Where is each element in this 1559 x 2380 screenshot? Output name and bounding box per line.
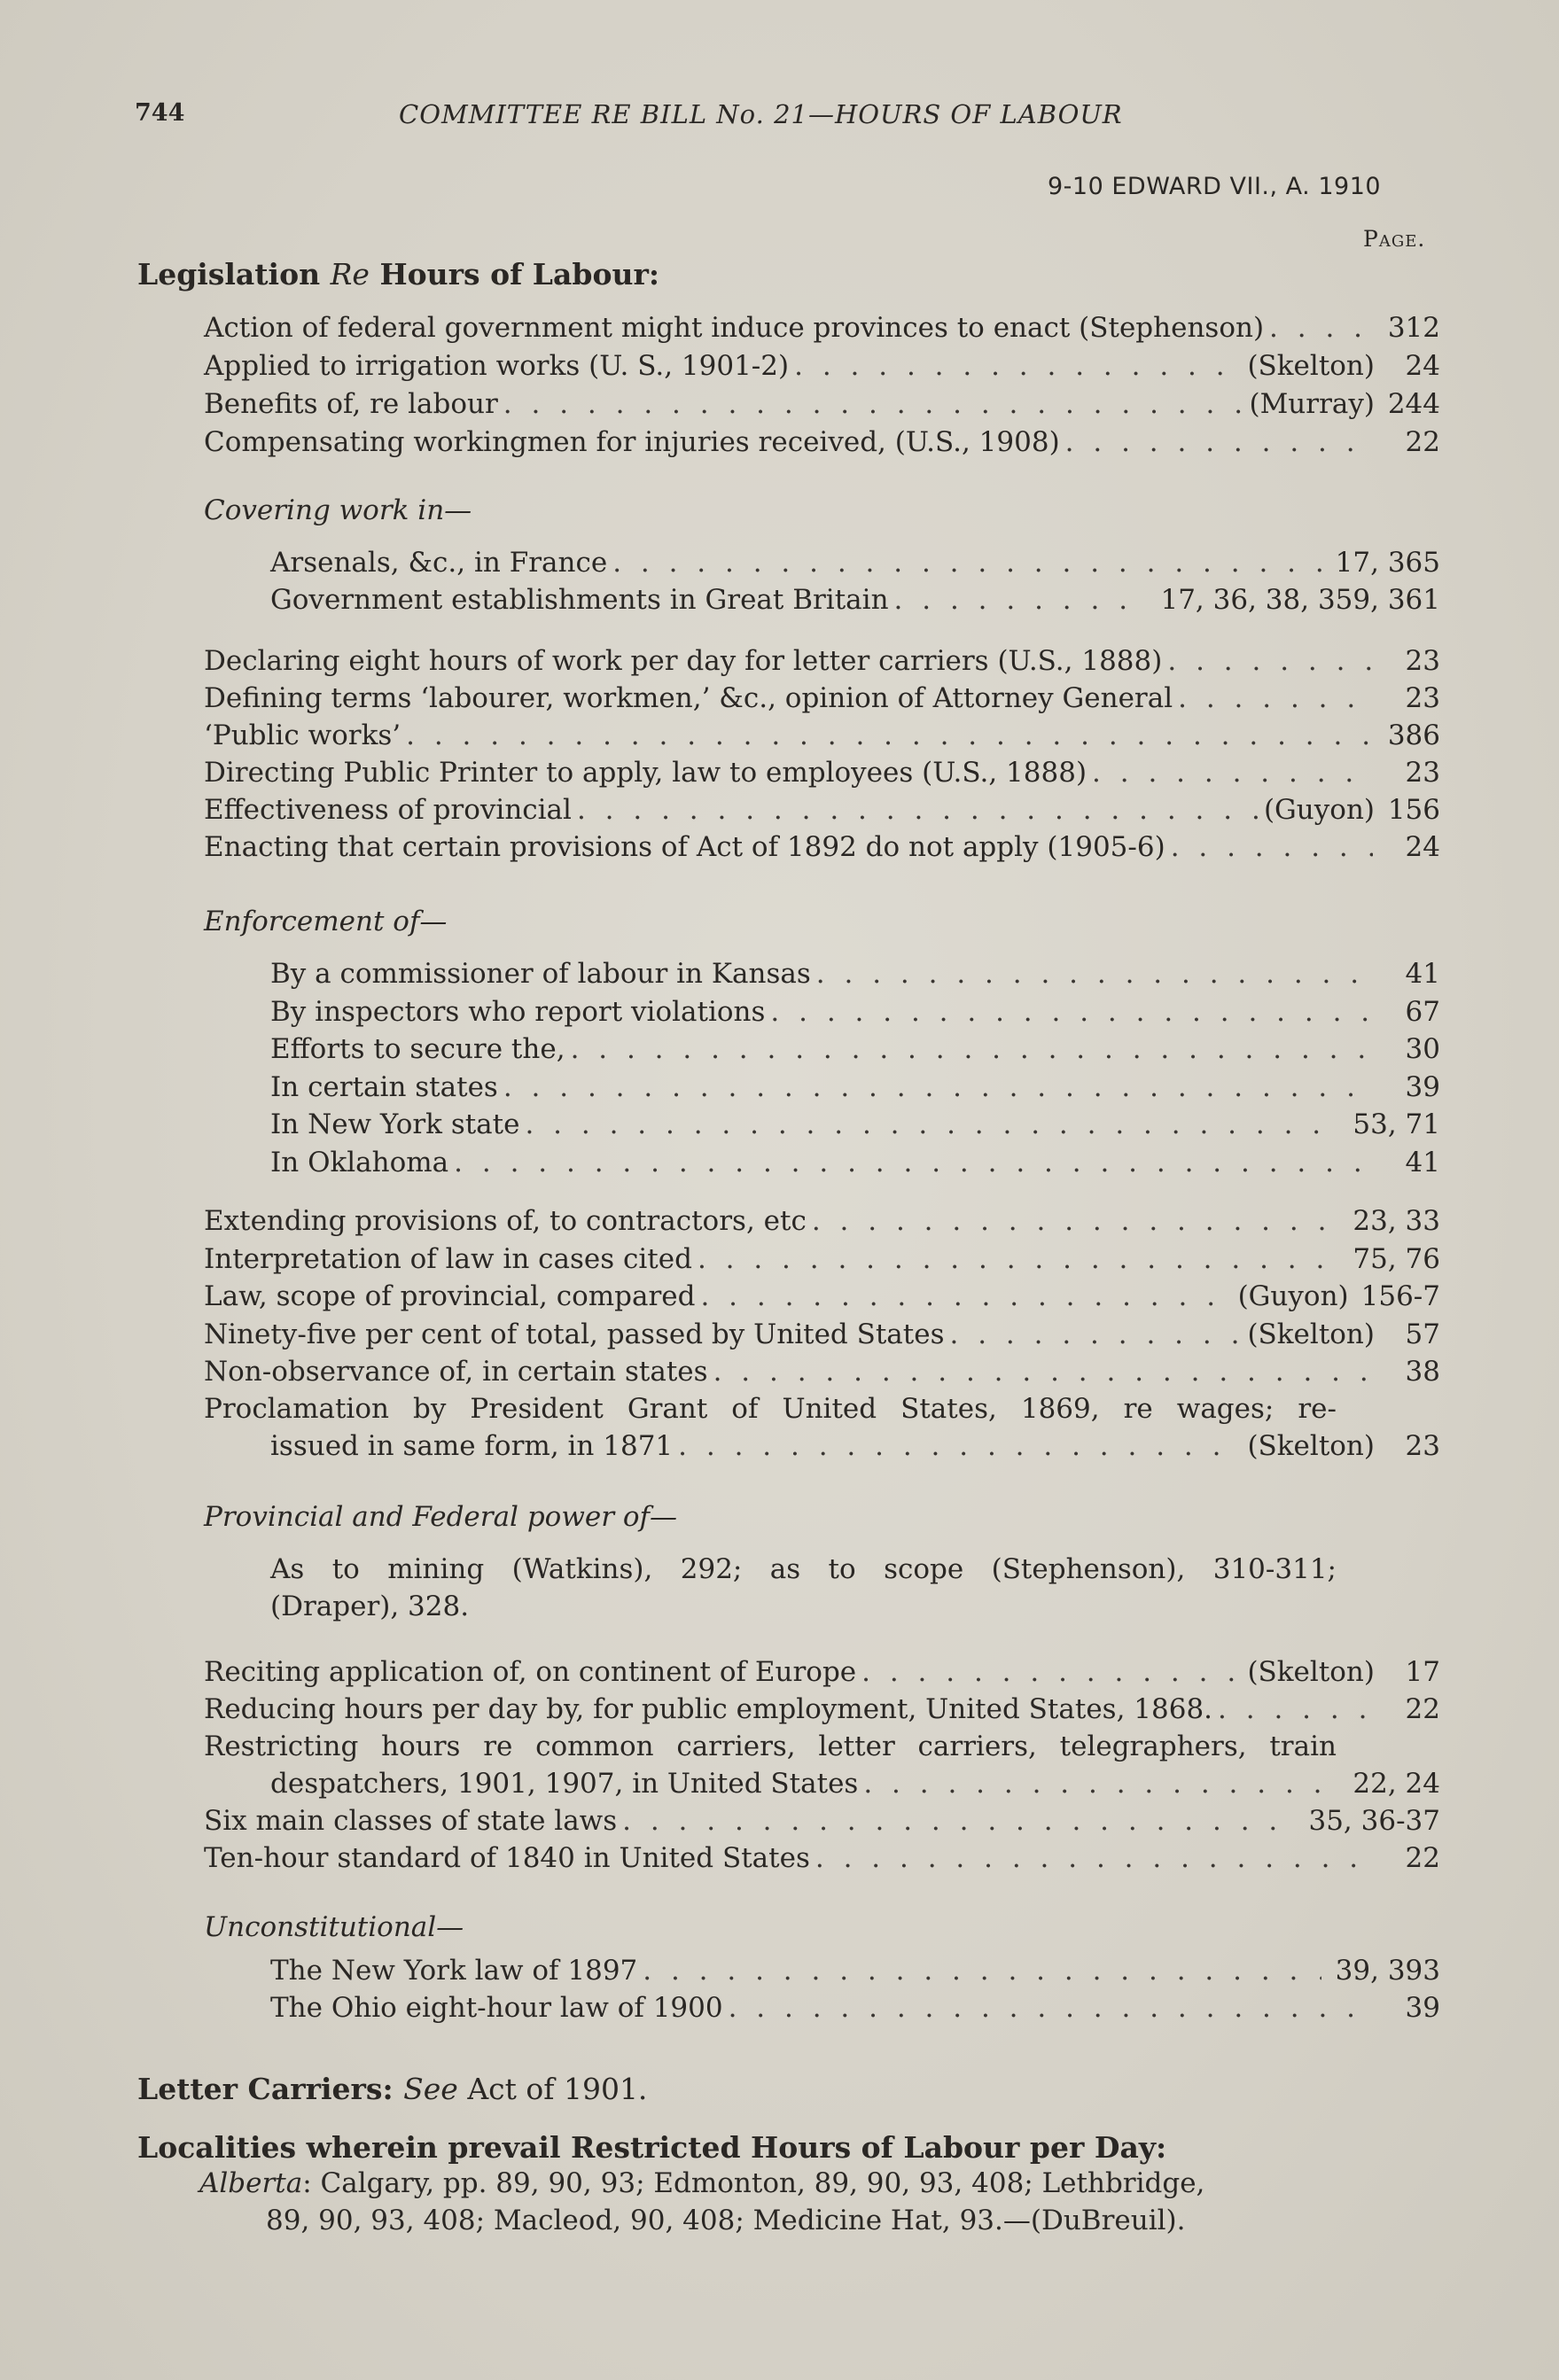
leader-dots (1178, 682, 1373, 714)
covering-subheading: Covering work in— (204, 494, 472, 526)
entry-text: Enacting that certain provisions of Act of 1892 do not apply (1905-6) (204, 831, 1165, 863)
entry-text: Applied to irrigation works (U. S., 1901-2) (204, 350, 790, 382)
entry-attribution: (Guyon) (1237, 1280, 1349, 1312)
leader-dots (1065, 426, 1373, 458)
index-entry (204, 426, 1440, 458)
leader-dots (861, 1656, 1242, 1688)
entry-attribution: (Skelton) (1247, 350, 1375, 382)
entry-page: 386 (1387, 719, 1440, 751)
entry-text: Law, scope of provincial, compared (204, 1280, 696, 1312)
letter-carriers-entry: Letter Carriers: See Act of 1901. (137, 2072, 648, 2106)
entry-page: 38 (1405, 1356, 1440, 1388)
entry-page: 23 (1405, 682, 1440, 714)
index-entry (204, 1205, 1440, 1237)
entry-text: Extending provisions of, to contractors, etc (204, 1205, 807, 1237)
entry-page: 75, 76 (1352, 1242, 1440, 1275)
leader-dots (770, 996, 1373, 1028)
entry-text: despatchers, 1901, 1907, in United States (270, 1768, 859, 1800)
leader-dots (1269, 312, 1373, 344)
entry-page: 30 (1405, 1033, 1440, 1065)
index-entry (204, 1243, 1440, 1275)
entry-attribution: (Skelton) (1247, 1656, 1375, 1688)
leader-dots (678, 1430, 1242, 1462)
leader-dots (1167, 645, 1373, 677)
index-entry (270, 1033, 1440, 1065)
leader-dots (622, 1805, 1294, 1837)
leader-dots (950, 1318, 1243, 1350)
index-entry (270, 1108, 1440, 1140)
proclamation-line-1: Proclamation by President Grant of United States, 1869, re wages; re- (204, 1393, 1337, 1425)
entry-page: 39 (1405, 1070, 1440, 1103)
leader-dots (863, 1768, 1338, 1800)
entry-text: Reducing hours per day by, for public employment, United States, 1868. (204, 1693, 1213, 1725)
provincial-subheading: Provincial and Federal power of— (204, 1501, 678, 1533)
running-title: COMMITTEE RE BILL No. 21—HOURS OF LABOUR (399, 99, 1123, 129)
entry-text: Interpretation of law in cases cited (204, 1242, 692, 1275)
leader-dots (612, 547, 1321, 579)
entry-text: By inspectors who report violations (270, 995, 766, 1028)
entry-text: Declaring eight hours of work per day for letter carriers (U.S., 1888) (204, 645, 1163, 677)
entry-page: 23 (1405, 757, 1440, 789)
entry-page: 67 (1405, 995, 1440, 1028)
entry-attribution: (Guyon) (1263, 794, 1375, 826)
entry-page: 23 (1405, 1430, 1440, 1462)
entry-text: Six main classes of state laws (204, 1805, 618, 1837)
leader-dots (816, 958, 1373, 990)
entry-page: 312 (1387, 312, 1440, 344)
entry-text: In Oklahoma (270, 1146, 449, 1178)
index-entry (204, 388, 1440, 420)
entry-page: 24 (1405, 831, 1440, 863)
entry-page: 35, 36-37 (1308, 1805, 1440, 1837)
index-entry (270, 1147, 1440, 1178)
leader-dots (1218, 1693, 1373, 1725)
leader-dots (577, 794, 1259, 826)
entry-text: Defining terms ‘labourer, workmen,’ &c., opinion of Attorney General (204, 682, 1173, 714)
enforcement-subheading: Enforcement of— (204, 906, 448, 937)
index-entry (270, 1430, 1440, 1462)
entry-page: 24 (1405, 350, 1440, 382)
session-label: 9-10 EDWARD VII., A. 1910 (1048, 173, 1382, 200)
index-entry (204, 757, 1440, 789)
entry-page: 156-7 (1360, 1280, 1440, 1312)
entry-page: 22 (1405, 1842, 1440, 1874)
entry-text: Ten-hour standard of 1840 in United States (204, 1842, 810, 1874)
entry-text: Efforts to secure the, (270, 1033, 565, 1065)
localities-line-2: 89, 90, 93, 408; Macleod, 90, 408; Medicine Hat, 93.—(DuBreuil). (266, 2205, 1186, 2236)
page-column-label: Page. (1363, 226, 1426, 252)
entry-page: 23, 33 (1352, 1205, 1440, 1237)
leader-dots (812, 1205, 1339, 1237)
entry-text: Arsenals, &c., in France (270, 547, 608, 579)
entry-text: In New York state (270, 1108, 520, 1140)
entry-attribution: (Skelton) (1247, 1318, 1375, 1350)
index-entry (204, 682, 1440, 714)
entry-page: 17 (1405, 1656, 1440, 1688)
index-entry (204, 645, 1440, 677)
entry-text: ‘Public works’ (204, 719, 401, 751)
index-entry (270, 1955, 1440, 1987)
entry-text: Government establishments in Great Britain (270, 584, 889, 616)
entry-page: 22 (1405, 426, 1440, 458)
entry-text: Compensating workingmen for injuries received, (U.S., 1908) (204, 426, 1060, 458)
entry-page: 39, 393 (1335, 1955, 1440, 1987)
entry-text: Directing Public Printer to apply, law to employees (U.S., 1888) (204, 757, 1087, 789)
leader-dots (698, 1243, 1338, 1275)
leader-dots (643, 1955, 1321, 1987)
entry-text: Effectiveness of provincial (204, 794, 572, 826)
leader-dots (1171, 831, 1373, 863)
entry-page: 23 (1405, 645, 1440, 677)
leader-dots (700, 1280, 1232, 1312)
entry-text: Non-observance of, in certain states (204, 1356, 708, 1388)
index-entry (270, 1768, 1440, 1800)
index-entry (204, 350, 1440, 382)
leader-dots (794, 350, 1242, 382)
leader-dots (729, 1992, 1373, 2024)
index-entry (204, 831, 1440, 863)
entry-page: 57 (1405, 1318, 1440, 1350)
section-heading: Legislation Re Hours of Labour: (137, 257, 660, 292)
entry-text: Reciting application of, on continent of Europe (204, 1656, 857, 1688)
entry-text: In certain states (270, 1070, 498, 1103)
provincial-line-2: (Draper), 328. (270, 1591, 470, 1622)
index-entry (270, 547, 1440, 579)
entry-page: 41 (1405, 958, 1440, 990)
leader-dots (503, 1071, 1373, 1103)
unconstitutional-subheading: Unconstitutional— (204, 1911, 464, 1943)
entry-attribution: (Murray) (1249, 388, 1375, 420)
index-entry (270, 1071, 1440, 1103)
index-entry (204, 1318, 1440, 1350)
restricting-line-1: Restricting hours re common carriers, letter carriers, telegraphers, train (204, 1731, 1337, 1762)
entry-page: 244 (1387, 388, 1440, 420)
page-number: 744 (135, 99, 185, 127)
localities-heading: Localities wherein prevail Restricted Hours of Labour per Day: (137, 2130, 1167, 2165)
entry-text: By a commissioner of labour in Kansas (270, 958, 811, 990)
leader-dots (713, 1356, 1373, 1388)
leader-dots (454, 1147, 1373, 1178)
index-entry (204, 719, 1440, 751)
index-entry (270, 1992, 1440, 2024)
entry-page: 53, 71 (1352, 1108, 1440, 1140)
leader-dots (503, 388, 1244, 420)
leader-dots (525, 1108, 1338, 1140)
provincial-line-1: As to mining (Watkins), 292; as to scope (Stephenson), 310-311; (270, 1553, 1337, 1585)
entry-text: Benefits of, re labour (204, 388, 498, 420)
index-entry (204, 312, 1440, 344)
entry-page: 156 (1387, 794, 1440, 826)
entry-text: The Ohio eight-hour law of 1900 (270, 1992, 723, 2024)
localities-line-1: Alberta: Calgary, pp. 89, 90, 93; Edmonton, 89, 90, 93, 408; Lethbridge, (199, 2167, 1205, 2199)
index-entry (270, 996, 1440, 1028)
leader-dots (1092, 757, 1373, 789)
index-entry (204, 1805, 1440, 1837)
index-entry (204, 1693, 1440, 1725)
entry-page: 41 (1405, 1146, 1440, 1178)
entry-page: 17, 365 (1335, 547, 1440, 579)
index-entry (204, 1656, 1440, 1688)
index-entry (270, 584, 1440, 616)
index-entry (270, 958, 1440, 990)
index-entry (204, 1842, 1440, 1874)
leader-dots (406, 719, 1373, 751)
entry-attribution: (Skelton) (1247, 1430, 1375, 1462)
leader-dots (894, 584, 1147, 616)
entry-page: 22, 24 (1352, 1768, 1440, 1800)
index-entry (204, 1356, 1440, 1388)
entry-page: 39 (1405, 1992, 1440, 2024)
index-entry (204, 1280, 1440, 1312)
leader-dots (815, 1842, 1373, 1874)
entry-text: issued in same form, in 1871 (270, 1430, 674, 1462)
entry-text: Ninety-five per cent of total, passed by United States (204, 1318, 945, 1350)
leader-dots (571, 1033, 1373, 1065)
index-entry (204, 794, 1440, 826)
entry-page: 17, 36, 38, 359, 361 (1160, 584, 1440, 616)
entry-text: Action of federal government might induce provinces to enact (Stephenson) (204, 312, 1265, 344)
entry-page: 22 (1405, 1693, 1440, 1725)
entry-text: The New York law of 1897 (270, 1955, 638, 1987)
